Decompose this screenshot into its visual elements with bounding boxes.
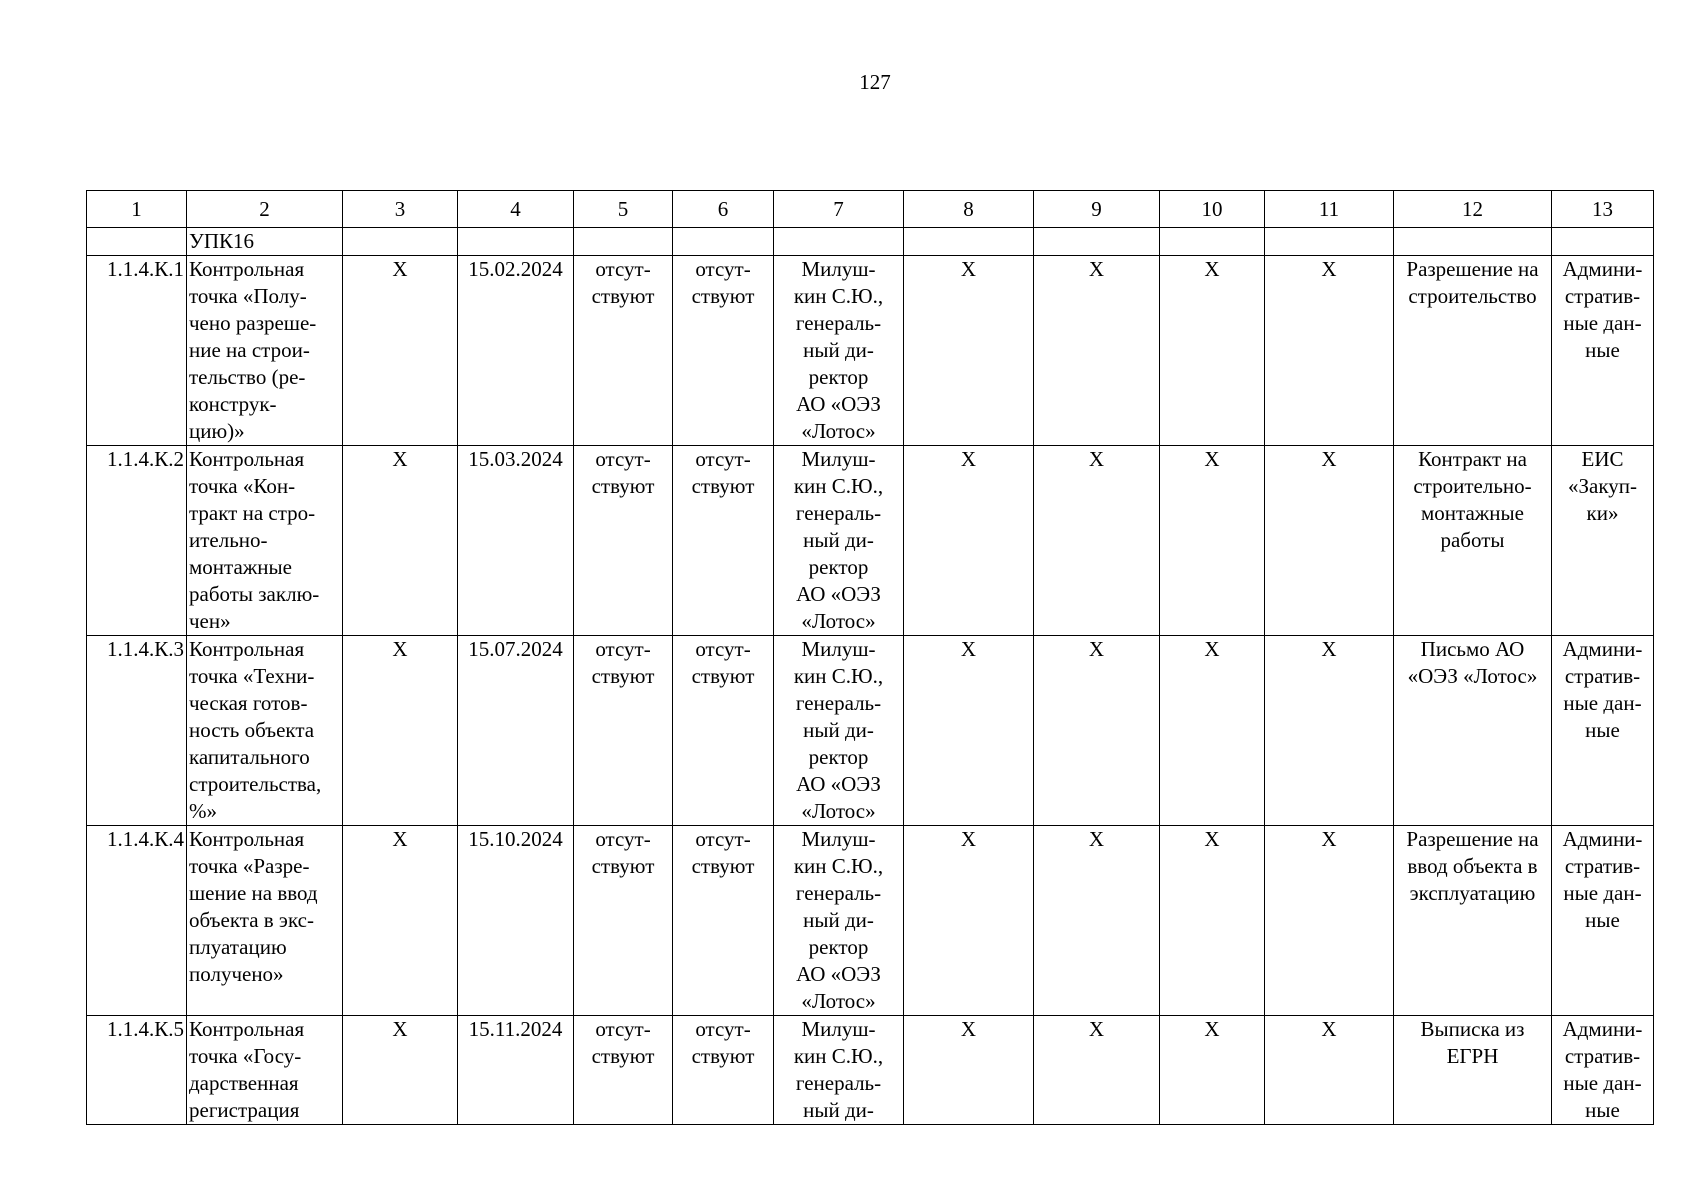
column-number: 3 xyxy=(343,191,458,228)
cell-x: Х xyxy=(904,256,1034,446)
cell-absent: отсут- ствуют xyxy=(574,826,673,1016)
milestone-date: 15.10.2024 xyxy=(458,826,574,1016)
confirming-document: Разрешение на ввод объекта в эксплуатацию xyxy=(1394,826,1552,1016)
milestone-name: Контрольная точка «Полу- чено разреше- ние на строи- тельство (ре- конструк- цию)» xyxy=(187,256,343,446)
cell-x: Х xyxy=(1160,826,1265,1016)
table-row xyxy=(87,446,1654,636)
cell-x: Х xyxy=(1160,636,1265,826)
empty-cell xyxy=(673,228,774,256)
cell-absent: отсут- ствуют xyxy=(574,446,673,636)
information-source: Админи- стратив- ные дан- ные xyxy=(1552,826,1654,1016)
subheader-row xyxy=(87,228,1654,256)
empty-cell xyxy=(574,228,673,256)
responsible-person: Милуш- кин С.Ю., генераль- ный ди- ректор АО «ОЭЗ «Лотос» xyxy=(774,446,904,636)
column-number: 12 xyxy=(1394,191,1552,228)
column-number: 7 xyxy=(774,191,904,228)
row-id: 1.1.4.К.1 xyxy=(87,256,187,446)
column-number: 4 xyxy=(458,191,574,228)
cell-x: Х xyxy=(343,1016,458,1125)
milestone-name: Контрольная точка «Госу- дарственная регистрация xyxy=(187,1016,343,1125)
cell-x: Х xyxy=(343,446,458,636)
responsible-person: Милуш- кин С.Ю., генераль- ный ди- ректор АО «ОЭЗ «Лотос» xyxy=(774,826,904,1016)
information-source: Админи- стратив- ные дан- ные xyxy=(1552,1016,1654,1125)
milestone-date: 15.07.2024 xyxy=(458,636,574,826)
confirming-document: Выписка из ЕГРН xyxy=(1394,1016,1552,1125)
cell-x: Х xyxy=(1034,446,1160,636)
empty-cell xyxy=(774,228,904,256)
table-row xyxy=(87,636,1654,826)
cell-absent: отсут- ствуют xyxy=(673,636,774,826)
information-source: Админи- стратив- ные дан- ные xyxy=(1552,256,1654,446)
table-row xyxy=(87,826,1654,1016)
table-row xyxy=(87,256,1654,446)
column-number: 8 xyxy=(904,191,1034,228)
empty-cell xyxy=(458,228,574,256)
confirming-document: Письмо АО «ОЭЗ «Лотос» xyxy=(1394,636,1552,826)
cell-absent: отсут- ствуют xyxy=(673,1016,774,1125)
cell-x: Х xyxy=(1034,636,1160,826)
cell-x: Х xyxy=(1265,636,1394,826)
cell-x: Х xyxy=(343,826,458,1016)
cell-absent: отсут- ствуют xyxy=(574,1016,673,1125)
cell-x: Х xyxy=(1034,256,1160,446)
empty-cell xyxy=(343,228,458,256)
cell-x: Х xyxy=(1265,826,1394,1016)
cell-x: Х xyxy=(1160,1016,1265,1125)
milestone-date: 15.03.2024 xyxy=(458,446,574,636)
row-id: 1.1.4.К.5 xyxy=(87,1016,187,1125)
column-number: 1 xyxy=(87,191,187,228)
column-number: 6 xyxy=(673,191,774,228)
cell-x: Х xyxy=(343,636,458,826)
responsible-person: Милуш- кин С.Ю., генераль- ный ди- ректор АО «ОЭЗ «Лотос» xyxy=(774,256,904,446)
cell-x: Х xyxy=(1034,1016,1160,1125)
column-number: 2 xyxy=(187,191,343,228)
cell-x: Х xyxy=(904,636,1034,826)
cell-x: Х xyxy=(904,826,1034,1016)
row-id: 1.1.4.К.4 xyxy=(87,826,187,1016)
empty-cell xyxy=(1552,228,1654,256)
column-number: 9 xyxy=(1034,191,1160,228)
empty-cell xyxy=(904,228,1034,256)
milestone-date: 15.02.2024 xyxy=(458,256,574,446)
cell-absent: отсут- ствуют xyxy=(673,256,774,446)
milestone-name: Контрольная точка «Разре- шение на ввод объекта в экс- плуатацию получено» xyxy=(187,826,343,1016)
milestone-name: Контрольная точка «Техни- ческая готов- ность объекта капитального строительства, %» xyxy=(187,636,343,826)
information-source: Админи- стратив- ные дан- ные xyxy=(1552,636,1654,826)
cell-absent: отсут- ствуют xyxy=(673,826,774,1016)
empty-cell xyxy=(1160,228,1265,256)
column-number: 5 xyxy=(574,191,673,228)
responsible-person: Милуш- кин С.Ю., генераль- ный ди- xyxy=(774,1016,904,1125)
empty-cell xyxy=(87,228,187,256)
cell-x: Х xyxy=(904,1016,1034,1125)
confirming-document: Разрешение на строительство xyxy=(1394,256,1552,446)
column-number: 11 xyxy=(1265,191,1394,228)
responsible-person: Милуш- кин С.Ю., генераль- ный ди- ректор АО «ОЭЗ «Лотос» xyxy=(774,636,904,826)
table-row xyxy=(87,1016,1654,1125)
column-number-row xyxy=(87,191,1654,228)
empty-cell xyxy=(1265,228,1394,256)
confirming-document: Контракт на строительно- монтажные работы xyxy=(1394,446,1552,636)
page-number: 127 xyxy=(859,70,891,94)
cell-x: Х xyxy=(1160,256,1265,446)
cell-x: Х xyxy=(1265,256,1394,446)
row-id: 1.1.4.К.2 xyxy=(87,446,187,636)
column-number: 13 xyxy=(1552,191,1654,228)
milestone-table xyxy=(86,190,1654,1125)
cell-x: Х xyxy=(904,446,1034,636)
cell-x: Х xyxy=(1160,446,1265,636)
cell-x: Х xyxy=(1265,446,1394,636)
milestone-date: 15.11.2024 xyxy=(458,1016,574,1125)
cell-x: Х xyxy=(1034,826,1160,1016)
cell-absent: отсут- ствуют xyxy=(574,256,673,446)
cell-absent: отсут- ствуют xyxy=(574,636,673,826)
empty-cell xyxy=(1034,228,1160,256)
cell-absent: отсут- ствуют xyxy=(673,446,774,636)
cell-x: Х xyxy=(1265,1016,1394,1125)
information-source: ЕИС «Закуп- ки» xyxy=(1552,446,1654,636)
row-id: 1.1.4.К.3 xyxy=(87,636,187,826)
column-number: 10 xyxy=(1160,191,1265,228)
empty-cell xyxy=(1394,228,1552,256)
cell-x: Х xyxy=(343,256,458,446)
milestone-name: Контрольная точка «Кон- тракт на стро- ительно- монтажные работы заклю- чен» xyxy=(187,446,343,636)
subheader-label: УПК16 xyxy=(187,228,343,256)
